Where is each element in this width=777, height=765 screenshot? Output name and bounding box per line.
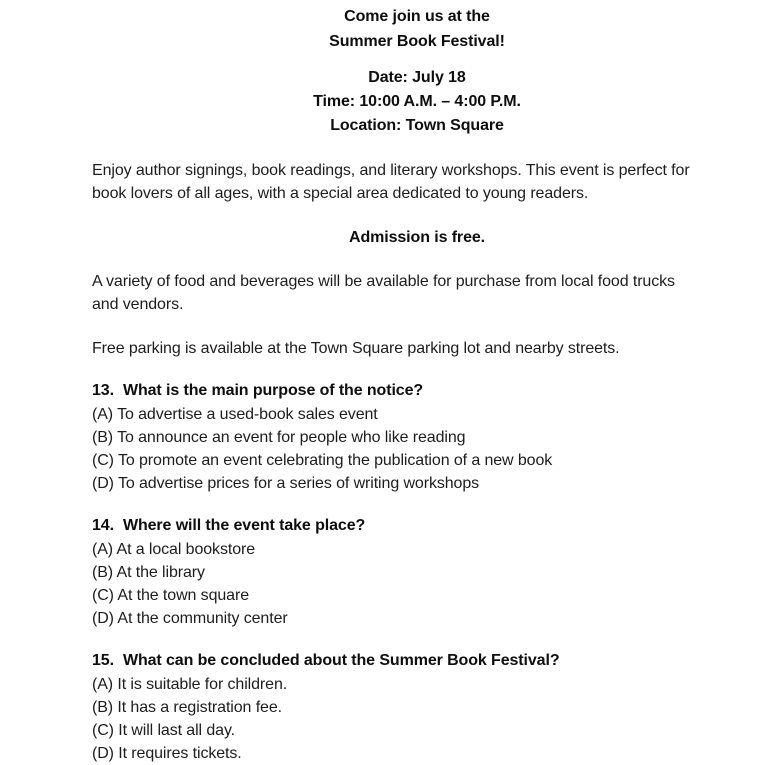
question-15-option-d: (D) It requires tickets.	[92, 745, 242, 762]
question-15-option-c: (C) It will last all day.	[92, 722, 236, 739]
question-14-option-c: (C) At the town square	[92, 587, 249, 604]
notice-event-details	[92, 66, 742, 138]
notice-paragraph-parking	[92, 337, 742, 360]
notice-detail-date: Date: July 18	[368, 69, 466, 86]
question-13-heading	[92, 379, 742, 403]
question-15-option-a: (A) It is suitable for children.	[92, 676, 288, 693]
question-14-number: 14.	[92, 517, 114, 534]
notice-detail-time: Time: 10:00 A.M. – 4:00 P.M.	[313, 93, 521, 110]
notice-paragraph-description	[92, 159, 742, 205]
notice-admission-statement: Admission is free.	[348, 229, 486, 246]
question-15-heading	[92, 649, 742, 673]
question-13-number: 13.	[92, 382, 114, 399]
notice-title-line-1: Come join us at the	[344, 8, 490, 25]
question-14-text: Where will the event take place?	[122, 517, 366, 534]
question-13-option-c: (C) To promote an event celebrating the publication of a new book	[92, 452, 553, 469]
question-15-option-b: (B) It has a registration fee.	[92, 699, 282, 716]
question-14-option-d: (D) At the community center	[92, 610, 288, 627]
notice-parking-line: Free parking is available at the Town Square parking lot and nearby streets.	[92, 340, 620, 357]
question-14-option-a: (A) At a local bookstore	[92, 541, 256, 558]
question-13-text: What is the main purpose of the notice?	[122, 382, 424, 399]
question-13-option-a: (A) To advertise a used-book sales event	[92, 406, 378, 423]
notice-description-line-2: book lovers of all ages, with a special area dedicated to young readers.	[92, 185, 589, 202]
question-13-option-b: (B) To announce an event for people who like reading	[92, 429, 466, 446]
question-15	[92, 649, 742, 765]
question-15-text: What can be concluded about the Summer Book Festival?	[122, 652, 560, 669]
question-14	[92, 514, 742, 630]
notice-title-line-2: Summer Book Festival!	[329, 33, 505, 50]
question-14-option-b: (B) At the library	[92, 564, 205, 581]
question-13	[92, 379, 742, 495]
question-15-number: 15.	[92, 652, 114, 669]
question-13-option-d: (D) To advertise prices for a series of writing workshops	[92, 475, 480, 492]
question-14-heading	[92, 514, 742, 538]
notice-title	[92, 4, 742, 54]
notice-content-column	[92, 4, 742, 765]
notice-description-line-1: Enjoy author signings, book readings, and literary workshops. This event is perfect for	[92, 162, 690, 179]
notice-paragraph-food	[92, 270, 742, 316]
notice-detail-location: Location: Town Square	[330, 117, 504, 134]
notice-food-line-1: A variety of food and beverages will be available for purchase from local food trucks	[92, 273, 675, 290]
notice-food-line-2: and vendors.	[92, 296, 184, 313]
